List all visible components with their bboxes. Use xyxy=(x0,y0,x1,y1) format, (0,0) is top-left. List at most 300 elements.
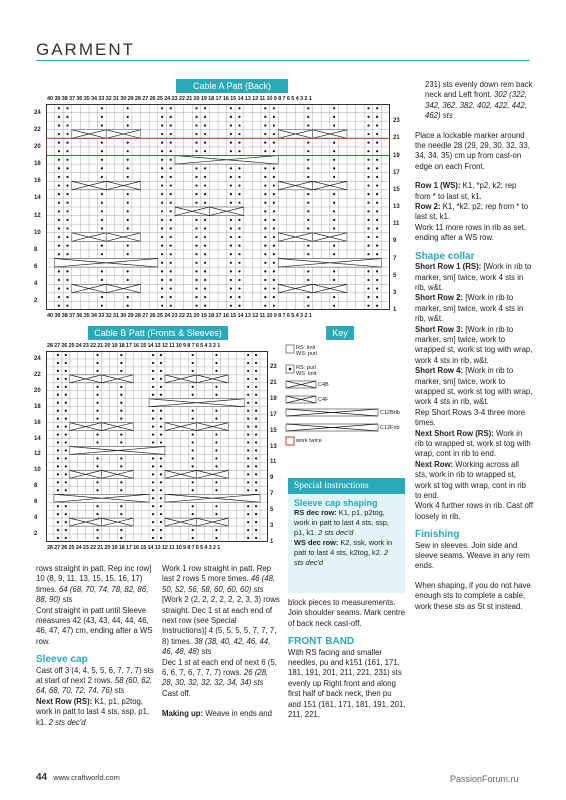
purl-dot xyxy=(273,296,275,298)
key-item-knit: RS: knit WS: purl xyxy=(296,345,318,357)
purl-dot xyxy=(264,305,266,307)
finishing-heading: Finishing xyxy=(415,529,460,541)
key-purl-dot xyxy=(289,368,292,371)
purl-dot xyxy=(66,287,68,289)
col2-para-3: Dec 1 st at each end of next 6 (5, 6, 6, 7, 6, 7, 7, 7) rows. 26 (28, 28, 30, 32, 32, 32, 34, 34) sts xyxy=(162,657,277,688)
purl-dot xyxy=(195,253,197,255)
purl-dot xyxy=(192,362,194,364)
purl-dot xyxy=(255,394,257,396)
purl-dot xyxy=(367,279,369,281)
purl-dot xyxy=(333,116,335,118)
purl-dot xyxy=(273,245,275,247)
chart-a-left-row-numbers xyxy=(34,104,44,310)
col4-next-row: Next Row: Working across all sts, work in rib to wrapped st, work st tog with wrap, cont in rib to end. xyxy=(415,459,526,501)
purl-dot xyxy=(170,202,172,204)
purl-dot xyxy=(247,465,249,467)
purl-dot xyxy=(255,529,257,531)
row-number: 23 xyxy=(393,118,400,125)
purl-dot xyxy=(96,394,98,396)
purl-dot xyxy=(376,296,378,298)
purl-dot xyxy=(204,270,206,272)
purl-dot xyxy=(120,402,122,404)
purl-dot xyxy=(230,305,232,307)
purl-dot xyxy=(255,418,257,420)
purl-dot xyxy=(65,537,67,539)
purl-dot xyxy=(367,107,369,109)
purl-dot xyxy=(161,245,163,247)
purl-dot xyxy=(66,124,68,126)
purl-dot xyxy=(195,176,197,178)
purl-dot xyxy=(195,245,197,247)
purl-dot xyxy=(192,449,194,451)
purl-dot xyxy=(247,441,249,443)
purl-dot xyxy=(65,354,67,356)
purl-dot xyxy=(255,481,257,483)
purl-dot xyxy=(152,410,154,412)
purl-dot xyxy=(152,505,154,507)
row-number: 21 xyxy=(393,135,400,142)
purl-dot xyxy=(161,107,163,109)
purl-dot xyxy=(57,378,59,380)
purl-dot xyxy=(247,418,249,420)
row-number: 13 xyxy=(270,443,277,450)
purl-dot xyxy=(204,133,206,135)
purl-dot xyxy=(96,513,98,515)
purl-dot xyxy=(230,116,232,118)
col4-row-2: Row 2: K1, *k2, p2; rep from * to last st, k1. xyxy=(415,202,529,222)
col4-para-1: 231) sts evenly down rem back neck and Left front. 302 (322, 342, 362, 382, 402, 422, 442, 462) sts xyxy=(425,80,533,121)
purl-dot xyxy=(120,537,122,539)
key-item-c4b: C4B xyxy=(318,382,329,388)
purl-dot xyxy=(376,142,378,144)
purl-dot xyxy=(255,378,257,380)
purl-dot xyxy=(264,133,266,135)
purl-dot xyxy=(192,370,194,372)
row-number: 17 xyxy=(270,411,277,418)
row-number: 24 xyxy=(34,109,41,116)
purl-dot xyxy=(238,150,240,152)
purl-dot xyxy=(152,481,154,483)
purl-dot xyxy=(195,236,197,238)
purl-dot xyxy=(101,305,103,307)
purl-dot xyxy=(58,176,60,178)
purl-dot xyxy=(161,253,163,255)
purl-dot xyxy=(367,133,369,135)
row-number: 6 xyxy=(34,264,38,271)
purl-dot xyxy=(273,202,275,204)
purl-dot xyxy=(160,354,162,356)
purl-dot xyxy=(101,210,103,212)
purl-dot xyxy=(215,513,217,515)
purl-dot xyxy=(65,505,67,507)
purl-dot xyxy=(247,362,249,364)
purl-dot xyxy=(307,176,309,178)
purl-dot xyxy=(66,107,68,109)
purl-dot xyxy=(215,394,217,396)
purl-dot xyxy=(152,457,154,459)
purl-dot xyxy=(230,262,232,264)
row-number: 9 xyxy=(393,238,397,245)
purl-dot xyxy=(170,262,172,264)
purl-dot xyxy=(307,193,309,195)
purl-dot xyxy=(273,167,275,169)
purl-dot xyxy=(96,354,98,356)
purl-dot xyxy=(170,305,172,307)
purl-dot xyxy=(192,433,194,435)
purl-dot xyxy=(204,296,206,298)
purl-dot xyxy=(195,227,197,229)
purl-dot xyxy=(120,386,122,388)
purl-dot xyxy=(57,370,59,372)
purl-dot xyxy=(204,236,206,238)
purl-dot xyxy=(247,394,249,396)
purl-dot xyxy=(65,441,67,443)
purl-dot xyxy=(238,262,240,264)
purl-dot xyxy=(161,296,163,298)
purl-dot xyxy=(96,481,98,483)
row-number: 2 xyxy=(34,298,38,305)
purl-dot xyxy=(264,150,266,152)
purl-dot xyxy=(215,489,217,491)
purl-dot xyxy=(273,253,275,255)
purl-dot xyxy=(238,107,240,109)
purl-dot xyxy=(376,236,378,238)
purl-dot xyxy=(160,418,162,420)
purl-dot xyxy=(255,386,257,388)
purl-dot xyxy=(66,133,68,135)
purl-dot xyxy=(192,481,194,483)
purl-dot xyxy=(101,167,103,169)
row-number: 23 xyxy=(270,363,277,370)
row-number: 20 xyxy=(34,143,41,150)
row-number: 7 xyxy=(270,491,274,498)
purl-dot xyxy=(273,184,275,186)
purl-dot xyxy=(195,133,197,135)
purl-dot xyxy=(58,305,60,307)
row-number: 4 xyxy=(34,515,38,522)
col1-para-2: Cont straight in patt until Sleeve measures 42 (43, 43, 44, 44, 46, 46, 47, 47) cm, ending after a WS row. xyxy=(36,605,153,646)
purl-dot xyxy=(57,362,59,364)
purl-dot xyxy=(160,529,162,531)
purl-dot xyxy=(170,253,172,255)
purl-dot xyxy=(238,176,240,178)
purl-dot xyxy=(57,418,59,420)
purl-dot xyxy=(273,150,275,152)
purl-dot xyxy=(152,441,154,443)
purl-dot xyxy=(264,296,266,298)
purl-dot xyxy=(101,279,103,281)
purl-dot xyxy=(307,159,309,161)
purl-dot xyxy=(65,449,67,451)
purl-dot xyxy=(247,473,249,475)
purl-dot xyxy=(57,457,59,459)
purl-dot xyxy=(170,116,172,118)
purl-dot xyxy=(96,457,98,459)
purl-dot xyxy=(58,124,60,126)
purl-dot xyxy=(195,296,197,298)
purl-dot xyxy=(333,176,335,178)
purl-dot xyxy=(273,219,275,221)
purl-dot xyxy=(247,457,249,459)
purl-dot xyxy=(58,107,60,109)
col4-row-1: Row 1 (WS): K1, *p2, k2; rep from * to last st, k1. xyxy=(415,181,517,201)
row-number: 14 xyxy=(34,435,41,442)
purl-dot xyxy=(307,227,309,229)
purl-dot xyxy=(58,253,60,255)
purl-dot xyxy=(66,296,68,298)
purl-dot xyxy=(161,279,163,281)
purl-dot xyxy=(152,426,154,428)
row-number: 16 xyxy=(34,178,41,185)
purl-dot xyxy=(333,305,335,307)
purl-dot xyxy=(96,537,98,539)
purl-dot xyxy=(376,133,378,135)
purl-dot xyxy=(161,270,163,272)
special-rs-dec: RS dec row: K1, p1, p2tog, work in patt to last 4 sts, ssp, p1, k1. 2 sts dec'd xyxy=(294,508,389,537)
purl-dot xyxy=(192,441,194,443)
purl-dot xyxy=(170,150,172,152)
purl-dot xyxy=(376,279,378,281)
purl-dot xyxy=(333,227,335,229)
purl-dot xyxy=(215,481,217,483)
row-number: 5 xyxy=(393,272,397,279)
purl-dot xyxy=(127,124,129,126)
purl-dot xyxy=(160,513,162,515)
purl-dot xyxy=(127,227,129,229)
purl-dot xyxy=(204,193,206,195)
purl-dot xyxy=(161,202,163,204)
purl-dot xyxy=(264,116,266,118)
col4-short-row-2: Short Row 2: [Work in rib to marker, sm] twice, work 4 sts in rib, w&t. xyxy=(415,293,524,324)
row-number: 1 xyxy=(393,307,397,313)
purl-dot xyxy=(57,394,59,396)
purl-dot xyxy=(367,150,369,152)
purl-dot xyxy=(160,465,162,467)
purl-dot xyxy=(160,457,162,459)
purl-dot xyxy=(58,142,60,144)
purl-dot xyxy=(247,402,249,404)
purl-dot xyxy=(192,418,194,420)
key-item-c12brib: C12Brib xyxy=(380,410,400,416)
purl-dot xyxy=(127,167,129,169)
purl-dot xyxy=(367,270,369,272)
purl-dot xyxy=(101,296,103,298)
purl-dot xyxy=(195,150,197,152)
purl-dot xyxy=(255,457,257,459)
footer-url: www.craftworld.com xyxy=(53,773,120,782)
purl-dot xyxy=(273,279,275,281)
row-number: 4 xyxy=(34,281,38,288)
purl-dot xyxy=(120,370,122,372)
purl-dot xyxy=(152,529,154,531)
purl-dot xyxy=(152,394,154,396)
purl-dot xyxy=(247,354,249,356)
purl-dot xyxy=(96,433,98,435)
purl-dot xyxy=(247,410,249,412)
purl-dot xyxy=(367,287,369,289)
purl-dot xyxy=(101,253,103,255)
purl-dot xyxy=(255,489,257,491)
col4-para-7: When shaping, if you do not have enough sts to complete a cable, work these sts as St st instead. xyxy=(415,580,531,611)
purl-dot xyxy=(66,150,68,152)
purl-dot xyxy=(170,167,172,169)
chart-b-top-numbers: 28 27 26 25 24 23 22 21 20 19 18 17 16 15 14 13 12 11 10 9 8 7 6 5 4 3 2 1 xyxy=(47,343,221,349)
chart-a-top-numbers: 40 39 38 37 36 35 34 33 32 31 30 29 28 27 26 25 24 23 22 21 20 19 18 17 16 15 14 13 12 11 10 9 8 7 6 5 4 3 2 1 xyxy=(47,96,312,102)
purl-dot xyxy=(170,210,172,212)
purl-dot xyxy=(215,537,217,539)
purl-dot xyxy=(192,489,194,491)
purl-dot xyxy=(57,529,59,531)
purl-dot xyxy=(65,370,67,372)
purl-dot xyxy=(96,386,98,388)
purl-dot xyxy=(376,219,378,221)
purl-dot xyxy=(255,433,257,435)
purl-dot xyxy=(264,253,266,255)
purl-dot xyxy=(195,193,197,195)
col4-para-3: Work 11 more rows in rib as set, ending after a WS row. xyxy=(415,222,527,243)
purl-dot xyxy=(127,210,129,212)
purl-dot xyxy=(215,433,217,435)
col4-para-2: Place a lockable marker around the needle 28 (29, 29, 30, 32, 33, 34, 34, 35) cm up from cast-on edge on each Front. xyxy=(415,130,530,171)
special-instructions-box xyxy=(288,478,405,593)
purl-dot xyxy=(66,142,68,144)
purl-dot xyxy=(215,465,217,467)
purl-dot xyxy=(120,354,122,356)
purl-dot xyxy=(66,184,68,186)
purl-dot xyxy=(65,410,67,412)
purl-dot xyxy=(58,245,60,247)
row-number: 15 xyxy=(270,427,277,434)
purl-dot xyxy=(127,176,129,178)
purl-dot xyxy=(65,386,67,388)
column-1 xyxy=(36,564,156,728)
purl-dot xyxy=(120,457,122,459)
purl-dot xyxy=(57,521,59,523)
purl-dot xyxy=(376,150,378,152)
purl-dot xyxy=(238,193,240,195)
purl-dot xyxy=(127,150,129,152)
purl-dot xyxy=(192,394,194,396)
purl-dot xyxy=(152,473,154,475)
purl-dot xyxy=(170,219,172,221)
purl-dot xyxy=(238,184,240,186)
purl-dot xyxy=(376,159,378,161)
purl-dot xyxy=(101,150,103,152)
purl-dot xyxy=(57,513,59,515)
purl-dot xyxy=(376,227,378,229)
purl-dot xyxy=(264,202,266,204)
purl-dot xyxy=(161,159,163,161)
purl-dot xyxy=(65,513,67,515)
purl-dot xyxy=(65,433,67,435)
purl-dot xyxy=(65,426,67,428)
purl-dot xyxy=(195,270,197,272)
purl-dot xyxy=(127,202,129,204)
purl-dot xyxy=(264,107,266,109)
purl-dot xyxy=(152,537,154,539)
purl-dot xyxy=(96,441,98,443)
row-number: 24 xyxy=(34,355,41,362)
key-item-c4f: C4F xyxy=(318,397,329,403)
purl-dot xyxy=(96,465,98,467)
purl-dot xyxy=(367,167,369,169)
purl-dot xyxy=(120,513,122,515)
purl-dot xyxy=(161,116,163,118)
row-number: 19 xyxy=(270,395,277,402)
purl-dot xyxy=(65,402,67,404)
purl-dot xyxy=(66,176,68,178)
purl-dot xyxy=(204,142,206,144)
row-number: 21 xyxy=(270,379,277,386)
purl-dot xyxy=(160,394,162,396)
purl-dot xyxy=(376,245,378,247)
purl-dot xyxy=(215,505,217,507)
purl-dot xyxy=(247,505,249,507)
purl-dot xyxy=(230,219,232,221)
purl-dot xyxy=(247,521,249,523)
purl-dot xyxy=(152,521,154,523)
purl-dot xyxy=(152,489,154,491)
purl-dot xyxy=(161,287,163,289)
purl-dot xyxy=(273,287,275,289)
chart-b-grid xyxy=(46,351,268,542)
purl-dot xyxy=(58,202,60,204)
purl-dot xyxy=(230,227,232,229)
purl-dot xyxy=(195,142,197,144)
purl-dot xyxy=(58,150,60,152)
purl-dot xyxy=(376,167,378,169)
purl-dot xyxy=(65,394,67,396)
row-number: 5 xyxy=(270,507,274,514)
col4-para-5: Work 4 further rows in rib. Cast off loosely in rib. xyxy=(415,501,534,521)
purl-dot xyxy=(57,537,59,539)
purl-dot xyxy=(58,236,60,238)
purl-dot xyxy=(264,124,266,126)
purl-dot xyxy=(204,227,206,229)
purl-dot xyxy=(367,116,369,118)
purl-dot xyxy=(230,296,232,298)
purl-dot xyxy=(247,426,249,428)
key-work-twice-swatch xyxy=(286,437,294,445)
purl-dot xyxy=(273,262,275,264)
purl-dot xyxy=(57,489,59,491)
purl-dot xyxy=(161,262,163,264)
purl-dot xyxy=(333,270,335,272)
purl-dot xyxy=(127,305,129,307)
purl-dot xyxy=(170,279,172,281)
purl-dot xyxy=(120,441,122,443)
purl-dot xyxy=(160,362,162,364)
special-ws-dec: WS dec row: K2, ssk, work in patt to last 4 sts, k2tog, k2. 2 sts dec'd xyxy=(294,538,393,567)
purl-dot xyxy=(376,270,378,272)
special-instructions-title: Special instructions xyxy=(288,478,405,494)
col1-para-1: rows straight in patt. Rep inc row] 10 (8, 9, 11, 13, 15, 15, 16, 17) times. 64 (68, 70, 74, 78, 82, 86, 88, 90) sts xyxy=(36,564,152,605)
col1-para-3: Cast off 3 (4, 4, 5, 5, 6, 7, 7, 7) sts at start of next 2 rows. 58 (60, 62, 64, 68, 70, 72, 74, 76) sts xyxy=(36,665,154,696)
purl-dot xyxy=(273,236,275,238)
purl-dot xyxy=(120,410,122,412)
purl-dot xyxy=(127,296,129,298)
col3-para-1: block pieces to measurements. Join shoulder seams. Mark centre of back neck cast-off. xyxy=(288,598,406,628)
purl-dot xyxy=(57,426,59,428)
purl-dot xyxy=(333,124,335,126)
purl-dot xyxy=(66,159,68,161)
col4-short-row-3: Short Row 3: [Work in rib to marker, sm] twice, work to wrapped st, work st tog with wrap, work 4 sts in rib, w&t. xyxy=(415,324,533,365)
key-legend xyxy=(284,343,404,448)
purl-dot xyxy=(161,305,163,307)
purl-dot xyxy=(273,116,275,118)
purl-dot xyxy=(160,433,162,435)
purl-dot xyxy=(255,449,257,451)
